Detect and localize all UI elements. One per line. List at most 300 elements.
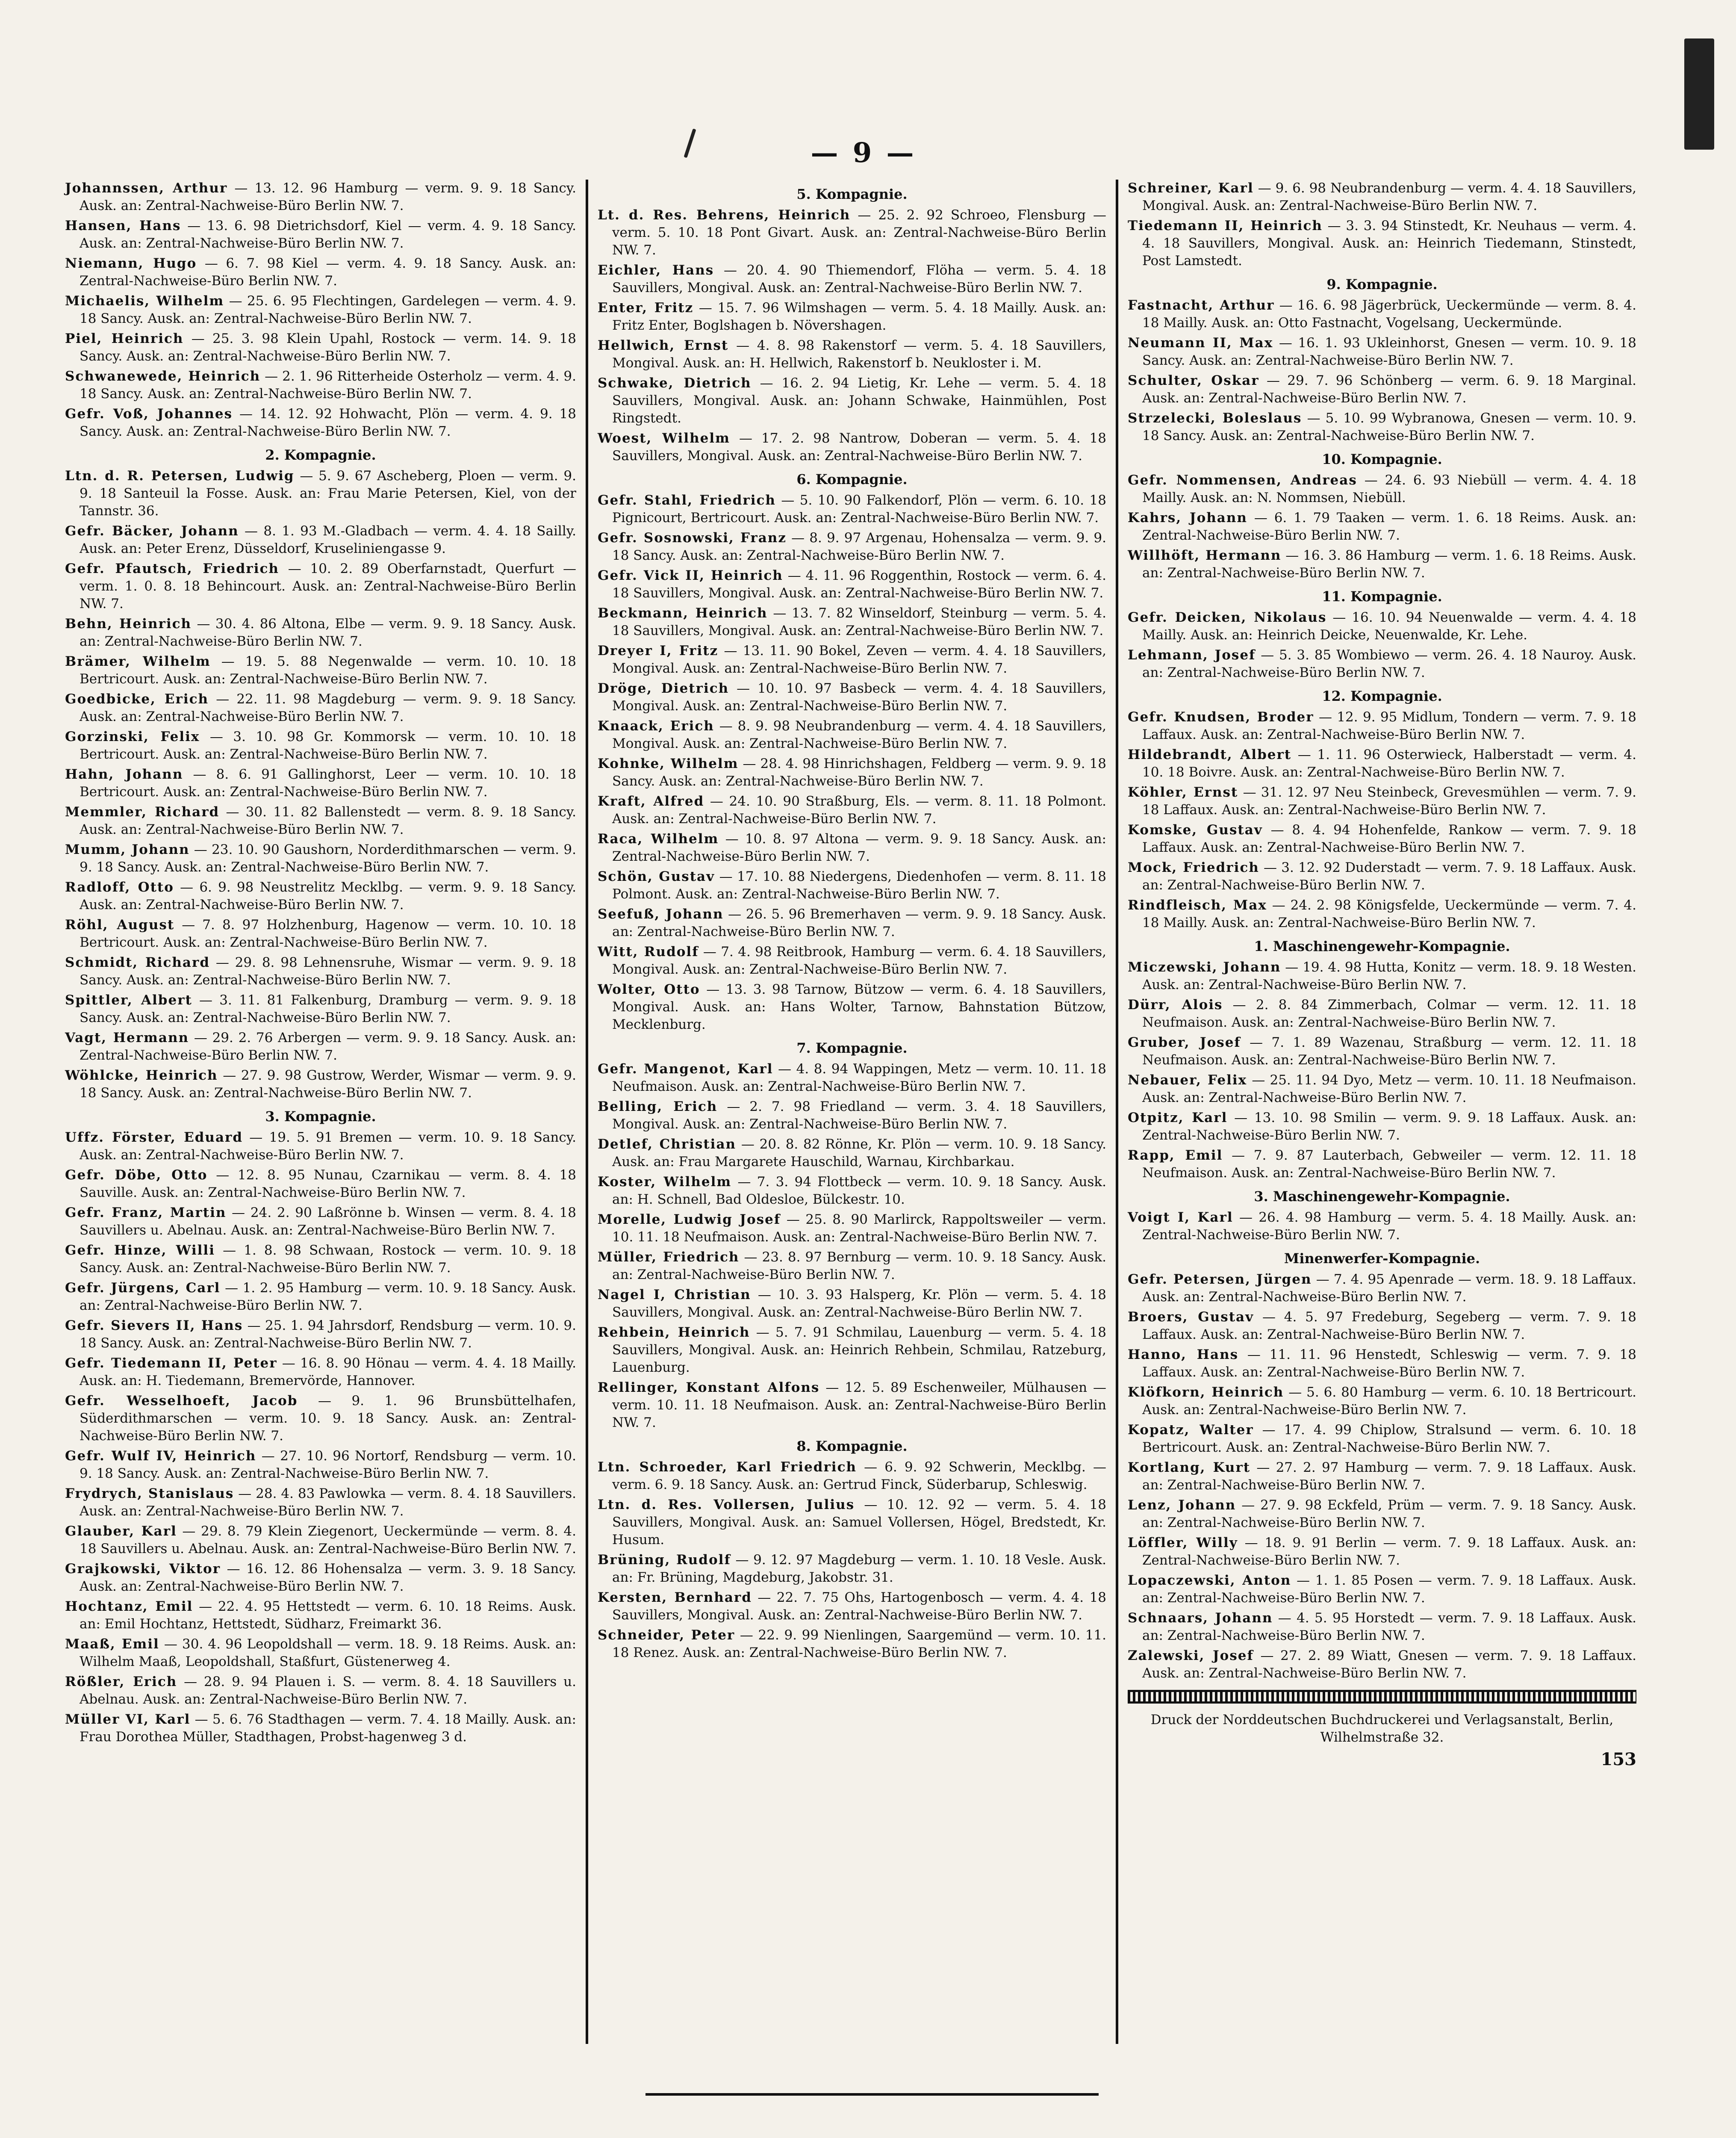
entry-details: — 10. 8. 97 Altona — verm. 9. 9. 18 Sancy. Ausk. an: Zentral-Nachweise-Büro Berlin NW. 7. bbox=[612, 831, 1106, 864]
casualty-entry bbox=[65, 954, 576, 989]
entry-details: — 23. 10. 90 Gaushorn, Norderdithmarschen — verm. 9. 9. 18 Sancy. Ausk. an: Zentral-Nachweise-Büro Berlin NW. 7. bbox=[80, 842, 576, 875]
printer-imprint: Druck der Norddeutschen Buchdruckerei und Verlagsanstalt, Berlin, Wilhelmstraße 32. bbox=[1150, 1712, 1614, 1745]
columns bbox=[56, 180, 1680, 2044]
entry-name: Goedbicke, Erich bbox=[65, 691, 209, 707]
entry-name: Broers, Gustav bbox=[1128, 1309, 1254, 1325]
casualty-entry bbox=[598, 680, 1106, 715]
scan-speck bbox=[684, 128, 696, 158]
section-title: 11. Kompagnie. bbox=[1322, 588, 1442, 605]
casualty-entry bbox=[65, 1279, 576, 1314]
entry-name: Strzelecki, Boleslaus bbox=[1128, 410, 1302, 426]
casualty-entry bbox=[65, 330, 576, 365]
section-title: 3. Maschinengewehr-Kompagnie. bbox=[1254, 1188, 1510, 1205]
entry-name: Schwake, Dietrich bbox=[598, 375, 752, 391]
entry-name: Piel, Heinrich bbox=[65, 331, 184, 346]
entry-name: Lt. d. Res. Behrens, Heinrich bbox=[598, 207, 851, 223]
casualty-entry bbox=[65, 1392, 576, 1445]
entry-name: Niemann, Hugo bbox=[65, 256, 197, 271]
entry-name: Enter, Fritz bbox=[598, 300, 694, 316]
entry-name: Grajkowski, Viktor bbox=[65, 1561, 221, 1577]
entry-details: — 17. 2. 98 Nantrow, Doberan — verm. 5. 4. 18 Sauvillers, Mongival. Ausk. an: Zentral-Nachweise-Büro Berlin NW. 7. bbox=[612, 431, 1106, 464]
casualty-entry bbox=[65, 1711, 576, 1746]
entry-details: — 5. 6. 80 Hamburg — verm. 6. 10. 18 Bertricourt. Ausk. an: Zentral-Nachweise-Büro Berlin NW. 7. bbox=[1142, 1385, 1636, 1417]
casualty-entry bbox=[65, 803, 576, 839]
entry-details: — 25. 11. 94 Dyo, Metz — verm. 10. 11. 18 Neufmaison. Ausk. an: Zentral-Nachweise-Büro Berlin NW. 7. bbox=[1142, 1072, 1636, 1105]
entry-name: Spittler, Albert bbox=[65, 992, 192, 1008]
entry-details: — 2. 7. 98 Friedland — verm. 3. 4. 18 Sauvillers, Mongival. Ausk. an: Zentral-Nachweise-Büro Berlin NW. 7. bbox=[612, 1099, 1106, 1132]
casualty-entry bbox=[1128, 859, 1636, 894]
entry-name: Raca, Wilhelm bbox=[598, 831, 719, 847]
casualty-entry bbox=[65, 255, 576, 290]
entry-name: Rindfleisch, Max bbox=[1128, 898, 1267, 913]
entry-name: Lenz, Johann bbox=[1128, 1497, 1236, 1513]
entry-details: — 10. 10. 97 Basbeck — verm. 4. 4. 18 Sauvillers, Mongival. Ausk. an: Zentral-Nachweise-Büro Berlin NW. 7. bbox=[612, 681, 1106, 714]
entry-name: Wöhlcke, Heinrich bbox=[65, 1068, 218, 1083]
entry-details: — 22. 4. 95 Hettstedt — verm. 6. 10. 18 Reims. Ausk. an: Emil Hochtanz, Hettstedt, Südharz, Freimarkt 36. bbox=[80, 1599, 577, 1632]
entry-details: — 1. 1. 85 Posen — verm. 7. 9. 18 Laffaux. Ausk. an: Zentral-Nachweise-Büro Berlin NW. 7. bbox=[1142, 1573, 1636, 1606]
casualty-entry bbox=[1128, 297, 1636, 332]
entry-name: Ltn. d. R. Petersen, Ludwig bbox=[65, 468, 295, 484]
entry-name: Rapp, Emil bbox=[1128, 1148, 1223, 1163]
casualty-entry bbox=[1128, 609, 1636, 644]
entry-details: — 29. 8. 98 Lehnensruhe, Wismar — verm. 9. 9. 18 Sancy. Ausk. an: Zentral-Nachweise-Büro Berlin NW. 7. bbox=[80, 955, 576, 988]
entry-details: — 7. 3. 94 Flottbeck — verm. 10. 9. 18 Sancy. Ausk. an: H. Schnell, Bad Oldesloe, Bülckestr. 10. bbox=[612, 1174, 1107, 1207]
entry-name: Gefr. Wesselhoeft, Jacob bbox=[65, 1393, 298, 1409]
casualty-entry bbox=[1128, 1271, 1636, 1306]
entry-details: — 3. 10. 98 Gr. Kommorsk — verm. 10. 10. 18 Bertricourt. Ausk. an: Zentral-Nachweise-Büro Berlin NW. 7. bbox=[80, 729, 576, 762]
entry-name: Gefr. Deicken, Nikolaus bbox=[1128, 610, 1327, 625]
entry-name: Vagt, Hermann bbox=[65, 1030, 189, 1045]
entry-details: — 13. 7. 82 Winseldorf, Steinburg — verm. 5. 4. 18 Sauvillers, Mongival. Ausk. an: Zentral-Nachweise-Büro Berlin NW. 7. bbox=[612, 605, 1106, 638]
entry-details: — 5. 3. 85 Wombiewo — verm. 26. 4. 18 Nauroy. Ausk. an: Zentral-Nachweise-Büro Berlin NW. 7. bbox=[1142, 647, 1637, 680]
entry-details: — 22. 7. 75 Ohs, Hartogenbosch — verm. 4. 4. 18 Sauvillers, Mongival. Ausk. an: Zentral-Nachweise-Büro Berlin NW. 7. bbox=[612, 1590, 1107, 1623]
entry-details: — 10. 3. 93 Halsperg, Kr. Plön — verm. 5. 4. 18 Sauvillers, Mongival. Ausk. an: Zentral-Nachweise-Büro Berlin NW. 7. bbox=[612, 1287, 1106, 1320]
section-title: 12. Kompagnie. bbox=[1322, 688, 1442, 704]
entry-details: — 7. 4. 98 Reitbrook, Hamburg — verm. 6. 4. 18 Sauvillers, Mongival. Ausk. an: Zentral-Nachweise-Büro Berlin NW. 7. bbox=[612, 944, 1106, 977]
entry-details: — 6. 9. 98 Neustrelitz Mecklbg. — verm. 9. 9. 18 Sancy. Ausk. an: Zentral-Nachweise-Büro Berlin NW. 7. bbox=[80, 880, 576, 912]
casualty-entry bbox=[65, 1355, 576, 1390]
entry-name: Gefr. Bäcker, Johann bbox=[65, 523, 239, 539]
entry-name: Kohnke, Wilhelm bbox=[598, 756, 739, 771]
casualty-entry bbox=[65, 879, 576, 914]
entry-name: Schwanewede, Heinrich bbox=[65, 369, 261, 384]
entry-name: Schneider, Peter bbox=[598, 1627, 735, 1643]
entry-details: — 25. 2. 92 Schroeo, Flensburg — verm. 5. 10. 18 Pont Givart. Ausk. an: Zentral-Nachweise-Büro Berlin NW. 7. bbox=[612, 207, 1106, 258]
casualty-entry bbox=[1128, 1147, 1636, 1182]
entry-name: Gefr. Sosnowski, Franz bbox=[598, 530, 787, 546]
casualty-entry bbox=[598, 1627, 1106, 1662]
entry-name: Hildebrandt, Albert bbox=[1128, 747, 1292, 762]
entry-details: — 7. 8. 97 Holzhenburg, Hagenow — verm. 10. 10. 18 Bertricourt. Ausk. an: Zentral-Nachweise-Büro Berlin NW. 7. bbox=[80, 917, 576, 950]
entry-name: Komske, Gustav bbox=[1128, 822, 1263, 838]
entry-details: — 25. 1. 94 Jahrsdorf, Rendsburg — verm. 10. 9. 18 Sancy. Ausk. an: Zentral-Nachweise-Büro Berlin NW. 7. bbox=[80, 1318, 577, 1351]
entry-name: Frydrych, Stanislaus bbox=[65, 1486, 234, 1501]
entry-name: Kersten, Bernhard bbox=[598, 1590, 752, 1605]
entry-name: Mock, Friedrich bbox=[1128, 860, 1259, 875]
entry-details: — 27. 9. 98 Gustrow, Werder, Wismar — verm. 9. 9. 18 Sancy. Ausk. an: Zentral-Nachweise-Büro Berlin NW. 7. bbox=[80, 1068, 577, 1101]
entry-name: Müller, Friedrich bbox=[598, 1249, 740, 1265]
entry-details: — 4. 5. 97 Fredeburg, Segeberg — verm. 7. 9. 18 Laffaux. Ausk. an: Zentral-Nachweise-Büro Berlin NW. 7. bbox=[1142, 1309, 1636, 1342]
entry-name: Gorzinski, Felix bbox=[65, 729, 200, 744]
casualty-entry bbox=[65, 615, 576, 650]
entry-details: — 8. 9. 97 Argenau, Hohensalza — verm. 9. 9. 18 Sancy. Ausk. an: Zentral-Nachweise-Büro Berlin NW. 7. bbox=[612, 530, 1107, 563]
casualty-entry bbox=[598, 1211, 1106, 1246]
casualty-entry bbox=[1128, 410, 1636, 445]
casualty-entry bbox=[598, 262, 1106, 297]
casualty-entry bbox=[65, 560, 576, 613]
entry-name: Gefr. Mangenot, Karl bbox=[598, 1061, 773, 1077]
entry-name: Detlef, Christian bbox=[598, 1137, 737, 1152]
casualty-entry bbox=[1128, 1308, 1636, 1344]
entry-details: — 13. 12. 96 Hamburg — verm. 9. 9. 18 Sancy. Ausk. an: Zentral-Nachweise-Büro Berlin NW. 7. bbox=[80, 180, 576, 213]
section-title: 1. Maschinengewehr-Kompagnie. bbox=[1254, 938, 1510, 954]
entry-details: — 8. 4. 94 Hohenfelde, Rankow — verm. 7. 9. 18 Laffaux. Ausk. an: Zentral-Nachweise-Büro Berlin NW. 7. bbox=[1142, 822, 1636, 855]
entry-details: — 27. 9. 98 Eckfeld, Prüm — verm. 7. 9. 18 Sancy. Ausk. an: Zentral-Nachweise-Büro Berlin NW. 7. bbox=[1142, 1497, 1637, 1530]
entry-name: Miczewski, Johann bbox=[1128, 960, 1281, 975]
entry-details: — 25. 3. 98 Klein Upahl, Rostock — verm. 14. 9. 18 Sancy. Ausk. an: Zentral-Nachweise-Büro Berlin NW. 7. bbox=[80, 331, 576, 364]
entry-name: Ltn. Schroeder, Karl Friedrich bbox=[598, 1459, 857, 1475]
entry-details: — 3. 3. 94 Stinstedt, Kr. Neuhaus — verm. 4. 4. 18 Sauvillers, Mongival. Ausk. an: Heinrich Tiedemann, Stinstedt, Post Lamstedt. bbox=[1142, 218, 1636, 269]
casualty-entry bbox=[1128, 996, 1636, 1031]
column-middle bbox=[586, 180, 1116, 2044]
section-title: 6. Kompagnie. bbox=[796, 471, 908, 487]
casualty-entry bbox=[1128, 1421, 1636, 1456]
casualty-entry bbox=[598, 1286, 1106, 1321]
casualty-entry bbox=[1128, 372, 1636, 407]
entry-details: — 5. 7. 91 Schmilau, Lauenburg — verm. 5. 4. 18 Sauvillers, Mongival. Ausk. an: Heinrich Rehbein, Schmilau, Ratzeburg, Lauenburg. bbox=[612, 1325, 1106, 1375]
entry-details: — 4. 5. 95 Horstedt — verm. 7. 9. 18 Laffaux. Ausk. an: Zentral-Nachweise-Büro Berlin NW. 7. bbox=[1142, 1610, 1636, 1643]
entry-details: — 24. 6. 93 Niebüll — verm. 4. 4. 18 Mailly. Ausk. an: N. Nommsen, Niebüll. bbox=[1142, 472, 1636, 505]
entry-name: Nagel I, Christian bbox=[598, 1287, 751, 1302]
entry-details: — 6. 9. 92 Schwerin, Mecklbg. — verm. 6. 9. 18 Sancy. Ausk. an: Gertrud Finck, Süderbarup, Schleswig. bbox=[612, 1459, 1106, 1492]
entry-details: — 30. 4. 86 Altona, Elbe — verm. 9. 9. 18 Sancy. Ausk. an: Zentral-Nachweise-Büro Berlin NW. 7. bbox=[80, 616, 576, 649]
entry-name: Otpitz, Karl bbox=[1128, 1110, 1228, 1125]
entry-details: — 27. 2. 97 Hamburg — verm. 7. 9. 18 Laffaux. Ausk. an: Zentral-Nachweise-Büro Berlin NW. 7. bbox=[1142, 1460, 1636, 1493]
column-right bbox=[1116, 180, 1646, 2044]
entry-name: Gruber, Josef bbox=[1128, 1035, 1241, 1050]
entry-name: Schmidt, Richard bbox=[65, 955, 210, 970]
entry-details: — 24. 10. 90 Straßburg, Els. — verm. 8. 11. 18 Polmont. Ausk. an: Zentral-Nachweise-Büro Berlin NW. 7. bbox=[612, 794, 1107, 827]
entry-name: Kraft, Alfred bbox=[598, 794, 704, 809]
entry-details: — 3. 12. 92 Duderstadt — verm. 7. 9. 18 Laffaux. Ausk. an: Zentral-Nachweise-Büro Berlin NW. 7. bbox=[1142, 860, 1636, 893]
entry-details: — 22. 11. 98 Magdeburg — verm. 9. 9. 18 Sancy. Ausk. an: Zentral-Nachweise-Büro Berlin NW. 7. bbox=[80, 691, 576, 724]
entry-details: — 31. 12. 97 Neu Steinbeck, Grevesmühlen — verm. 7. 9. 18 Laffaux. Ausk. an: Zentral-Nachweise-Büro Berlin NW. 7. bbox=[1142, 785, 1636, 818]
entry-name: Tiedemann II, Heinrich bbox=[1128, 218, 1323, 233]
section-title: 9. Kompagnie. bbox=[1326, 276, 1438, 292]
casualty-entry bbox=[65, 292, 576, 328]
entry-name: Morelle, Ludwig Josef bbox=[598, 1212, 781, 1227]
entry-details: — 16. 12. 86 Hohensalza — verm. 3. 9. 18 Sancy. Ausk. an: Zentral-Nachweise-Büro Berlin NW. 7. bbox=[80, 1561, 576, 1594]
casualty-entry bbox=[65, 916, 576, 951]
section-title: Minenwerfer-Kompagnie. bbox=[1284, 1250, 1480, 1267]
entry-details: — 1. 8. 98 Schwaan, Rostock — verm. 10. 9. 18 Sancy. Ausk. an: Zentral-Nachweise-Büro Berlin NW. 7. bbox=[80, 1243, 576, 1276]
entry-name: Schulter, Oskar bbox=[1128, 373, 1259, 388]
entry-name: Lopaczewski, Anton bbox=[1128, 1573, 1291, 1588]
entry-name: Eichler, Hans bbox=[598, 263, 714, 278]
entry-name: Fastnacht, Arthur bbox=[1128, 298, 1275, 313]
entry-name: Voigt I, Karl bbox=[1128, 1210, 1233, 1225]
entry-name: Gefr. Nommensen, Andreas bbox=[1128, 472, 1357, 488]
casualty-entry bbox=[598, 1324, 1106, 1376]
casualty-entry bbox=[1128, 1459, 1636, 1494]
casualty-entry bbox=[598, 1060, 1106, 1096]
entry-details: — 12. 8. 95 Nunau, Czarnikau — verm. 8. 4. 18 Sauville. Ausk. an: Zentral-Nachweise-Büro Berlin NW. 7. bbox=[80, 1167, 576, 1200]
entry-details: — 8. 9. 98 Neubrandenburg — verm. 4. 4. 18 Sauvillers, Mongival. Ausk. an: Zentral-Nachweise-Büro Berlin NW. 7. bbox=[612, 718, 1107, 751]
entry-details: — 7. 1. 89 Wazenau, Straßburg — verm. 12. 11. 18 Neufmaison. Ausk. an: Zentral-Nachweise-Büro Berlin NW. 7. bbox=[1142, 1035, 1636, 1068]
casualty-entry bbox=[1128, 959, 1636, 994]
casualty-entry bbox=[65, 1636, 576, 1671]
entry-name: Dreyer I, Fritz bbox=[598, 643, 719, 659]
page-number: — 9 — bbox=[811, 137, 917, 169]
entry-details: — 16. 6. 98 Jägerbrück, Ueckermünde — verm. 8. 4. 18 Mailly. Ausk. an: Otto Fastnacht, Vogelsang, Ueckermünde. bbox=[1142, 298, 1636, 331]
casualty-entry bbox=[598, 943, 1106, 978]
entry-name: Rehbein, Heinrich bbox=[598, 1325, 750, 1340]
entry-name: Uffz. Förster, Eduard bbox=[65, 1130, 243, 1145]
casualty-entry bbox=[65, 1317, 576, 1352]
entry-name: Wolter, Otto bbox=[598, 982, 700, 997]
casualty-entry bbox=[65, 1523, 576, 1558]
entry-name: Michaelis, Wilhelm bbox=[65, 293, 224, 309]
entry-name: Gefr. Vick II, Heinrich bbox=[598, 568, 783, 583]
signature-number: 153 bbox=[1600, 1749, 1636, 1769]
entry-name: Gefr. Döbe, Otto bbox=[65, 1167, 208, 1183]
casualty-entry bbox=[1128, 784, 1636, 819]
casualty-entry bbox=[65, 1560, 576, 1595]
entry-details: — 25. 8. 90 Marlirck, Rappoltsweiler — verm. 10. 11. 18 Neufmaison. Ausk. an: Zentral-Nachweise-Büro Berlin NW. 7. bbox=[612, 1212, 1106, 1245]
casualty-entry bbox=[1128, 1109, 1636, 1144]
entry-name: Koster, Wilhelm bbox=[598, 1174, 732, 1190]
casualty-entry bbox=[1128, 647, 1636, 682]
ornamental-rule bbox=[1128, 1690, 1636, 1704]
entry-details: — 5. 6. 76 Stadthagen — verm. 7. 4. 18 Mailly. Ausk. an: Frau Dorothea Müller, Stadthagen, Probst-hagenweg 3 d. bbox=[80, 1712, 577, 1745]
casualty-entry bbox=[65, 1204, 576, 1239]
entry-name: Woest, Wilhelm bbox=[598, 431, 730, 446]
casualty-entry bbox=[65, 1673, 576, 1708]
entry-details: — 16. 2. 94 Lietig, Kr. Lehe — verm. 5. 4. 18 Sauvillers, Mongival. Ausk. an: Johann Schwake, Hainmühlen, Post Ringstedt. bbox=[612, 375, 1106, 426]
casualty-entry bbox=[598, 1098, 1106, 1133]
casualty-entry bbox=[1128, 709, 1636, 744]
entry-details: — 8. 6. 91 Gallinghorst, Leer — verm. 10. 10. 18 Bertricourt. Ausk. an: Zentral-Nachweise-Büro Berlin NW. 7. bbox=[80, 767, 576, 800]
entry-details: — 9. 1. 96 Brunsbüttelhafen, Süderdithmarschen — verm. 10. 9. 18 Sancy. Ausk. an: Zentral-Nachweise-Büro Berlin NW. 7. bbox=[80, 1393, 577, 1444]
entry-details: — 17. 10. 88 Niedergens, Diedenhofen — verm. 8. 11. 18 Polmont. Ausk. an: Zentral-Nachweise-Büro Berlin NW. 7. bbox=[612, 869, 1106, 902]
entry-details: — 16. 8. 90 Hönau — verm. 4. 4. 18 Mailly. Ausk. an: H. Tiedemann, Bremervörde, Hannover. bbox=[80, 1355, 576, 1388]
casualty-entry bbox=[1128, 1647, 1636, 1682]
entry-details: — 11. 11. 96 Henstedt, Schleswig — verm. 7. 9. 18 Laffaux. Ausk. an: Zentral-Nachweise-Büro Berlin NW. 7. bbox=[1142, 1347, 1636, 1380]
entry-name: Nebauer, Felix bbox=[1128, 1072, 1247, 1088]
casualty-entry bbox=[1128, 509, 1636, 544]
casualty-entry bbox=[598, 567, 1106, 602]
entry-details: — 4. 11. 96 Roggenthin, Rostock — verm. 6. 4. 18 Sauvillers, Mongival. Ausk. an: Zentral-Nachweise-Büro Berlin NW. 7. bbox=[612, 568, 1106, 601]
casualty-entry bbox=[65, 467, 576, 520]
casualty-entry bbox=[598, 430, 1106, 465]
entry-name: Gefr. Stahl, Friedrich bbox=[598, 493, 776, 508]
entry-details: — 12. 9. 95 Midlum, Tondern — verm. 7. 9. 18 Laffaux. Ausk. an: Zentral-Nachweise-Büro Berlin NW. 7. bbox=[1142, 709, 1636, 742]
entry-details: — 16. 1. 93 Ukleinhorst, Gnesen — verm. 10. 9. 18 Sancy. Ausk. an: Zentral-Nachweise-Büro Berlin NW. 7. bbox=[1142, 335, 1636, 368]
entry-name: Schnaars, Johann bbox=[1128, 1610, 1273, 1626]
entry-name: Hellwich, Ernst bbox=[598, 338, 729, 353]
scan-edge-mark bbox=[1684, 38, 1714, 150]
entry-details: — 1. 11. 96 Osterwieck, Halberstadt — verm. 4. 10. 18 Boivre. Ausk. an: Zentral-Nachweise-Büro Berlin NW. 7. bbox=[1142, 747, 1636, 780]
casualty-entry bbox=[1128, 547, 1636, 582]
entry-name: Hanno, Hans bbox=[1128, 1347, 1239, 1362]
casualty-entry bbox=[598, 492, 1106, 527]
casualty-entry bbox=[598, 755, 1106, 790]
entry-name: Gefr. Sievers II, Hans bbox=[65, 1318, 243, 1333]
entry-details: — 6. 1. 79 Taaken — verm. 1. 6. 18 Reims. Ausk. an: Zentral-Nachweise-Büro Berlin NW. 7. bbox=[1142, 510, 1636, 543]
casualty-entry bbox=[65, 766, 576, 801]
entry-name: Klöfkorn, Heinrich bbox=[1128, 1385, 1284, 1400]
casualty-entry bbox=[65, 1598, 576, 1633]
entry-details: — 10. 2. 89 Oberfarnstadt, Querfurt — verm. 1. 0. 8. 18 Behincourt. Ausk. an: Zentral-Nachweise-Büro Berlin NW. 7. bbox=[80, 561, 576, 611]
entry-details: — 17. 4. 99 Chiplow, Stralsund — verm. 6. 10. 18 Bertricourt. Ausk. an: Zentral-Nachweise-Büro Berlin NW. 7. bbox=[1142, 1422, 1636, 1455]
entry-name: Müller VI, Karl bbox=[65, 1712, 191, 1727]
entry-details: — 7. 4. 95 Apenrade — verm. 18. 9. 18 Laffaux. Ausk. an: Zentral-Nachweise-Büro Berlin NW. 7. bbox=[1142, 1272, 1636, 1305]
entry-details: — 3. 11. 81 Falkenburg, Dramburg — verm. 9. 9. 18 Sancy. Ausk. an: Zentral-Nachweise-Büro Berlin NW. 7. bbox=[80, 992, 576, 1025]
entry-details: — 5. 10. 90 Falkendorf, Plön — verm. 6. 10. 18 Pignicourt, Bertricourt. Ausk. an: Zentral-Nachweise-Büro Berlin NW. 7. bbox=[612, 493, 1106, 526]
casualty-entry bbox=[598, 718, 1106, 753]
entry-details: — 9. 6. 98 Neubrandenburg — verm. 4. 4. 18 Sauvillers, Mongival. Ausk. an: Zentral-Nachweise-Büro Berlin NW. 7. bbox=[1142, 180, 1636, 213]
entry-name: Brämer, Wilhelm bbox=[65, 654, 211, 669]
entry-details: — 20. 4. 90 Thiemendorf, Flöha — verm. 5. 4. 18 Sauvillers, Mongival. Ausk. an: Zentral-Nachweise-Büro Berlin NW. 7. bbox=[612, 263, 1106, 295]
entry-details: — 2. 8. 84 Zimmerbach, Colmar — verm. 12. 11. 18 Neufmaison. Ausk. an: Zentral-Nachweise-Büro Berlin NW. 7. bbox=[1142, 997, 1636, 1030]
entry-details: — 19. 5. 91 Bremen — verm. 10. 9. 18 Sancy. Ausk. an: Zentral-Nachweise-Büro Berlin NW. 7. bbox=[80, 1130, 577, 1163]
entry-name: Löffler, Willy bbox=[1128, 1535, 1238, 1550]
entry-name: Beckmann, Heinrich bbox=[598, 605, 768, 621]
bottom-rule bbox=[645, 2093, 1099, 2096]
entry-details: — 2. 1. 96 Ritterheide Osterholz — verm. 4. 9. 18 Sancy. Ausk. an: Zentral-Nachweise-Büro Berlin NW. 7. bbox=[80, 369, 576, 402]
entry-name: Gefr. Petersen, Jürgen bbox=[1128, 1272, 1312, 1287]
entry-details: — 16. 10. 94 Neuenwalde — verm. 4. 4. 18 Mailly. Ausk. an: Heinrich Deicke, Neuenwalde, Kr. Lehe. bbox=[1142, 610, 1637, 643]
casualty-entry bbox=[1128, 821, 1636, 856]
entry-name: Zalewski, Josef bbox=[1128, 1648, 1254, 1663]
entry-name: Neumann II, Max bbox=[1128, 335, 1273, 351]
casualty-entry bbox=[598, 1173, 1106, 1208]
entry-details: — 26. 5. 96 Bremerhaven — verm. 9. 9. 18 Sancy. Ausk. an: Zentral-Nachweise-Büro Berlin NW. 7. bbox=[612, 907, 1107, 939]
casualty-entry bbox=[65, 217, 576, 252]
casualty-entry bbox=[65, 653, 576, 688]
section-title: 2. Kompagnie. bbox=[265, 447, 376, 463]
entry-name: Witt, Rudolf bbox=[598, 944, 699, 960]
entry-details: — 13. 3. 98 Tarnow, Bützow — verm. 6. 4. 18 Sauvillers, Mongival. Ausk. an: Hans Wolter, Tarnow, Bahnstation Bützow, Mecklenburg. bbox=[612, 982, 1107, 1032]
section-title: 10. Kompagnie. bbox=[1322, 451, 1442, 467]
entry-details: — 29. 8. 79 Klein Ziegenort, Ueckermünde — verm. 8. 4. 18 Sauvillers u. Abelnau. Ausk. an: Zentral-Nachweise-Büro Berlin NW. 7. bbox=[80, 1524, 577, 1556]
casualty-entry bbox=[598, 1379, 1106, 1432]
entry-name: Gefr. Wulf IV, Heinrich bbox=[65, 1448, 256, 1464]
casualty-entry bbox=[1128, 1609, 1636, 1645]
casualty-entry bbox=[598, 605, 1106, 640]
entry-name: Belling, Erich bbox=[598, 1099, 718, 1114]
entry-name: Dröge, Dietrich bbox=[598, 681, 729, 696]
casualty-entry bbox=[65, 1067, 576, 1102]
casualty-entry bbox=[598, 1551, 1106, 1586]
casualty-entry bbox=[598, 207, 1106, 259]
casualty-entry bbox=[598, 1136, 1106, 1171]
entry-details: — 30. 11. 82 Ballenstedt — verm. 8. 9. 18 Sancy. Ausk. an: Zentral-Nachweise-Büro Berlin NW. 7. bbox=[80, 804, 577, 837]
entry-name: Schön, Gustav bbox=[598, 869, 715, 884]
casualty-entry bbox=[65, 1242, 576, 1277]
entry-details: — 13. 6. 98 Dietrichsdorf, Kiel — verm. 4. 9. 18 Sancy. Ausk. an: Zentral-Nachweise-Büro Berlin NW. 7. bbox=[80, 218, 576, 251]
entry-details: — 1. 2. 95 Hamburg — verm. 10. 9. 18 Sancy. Ausk. an: Zentral-Nachweise-Büro Berlin NW. 7. bbox=[80, 1280, 576, 1313]
casualty-entry bbox=[1128, 1072, 1636, 1107]
casualty-entry bbox=[598, 529, 1106, 564]
entry-name: Rößler, Erich bbox=[65, 1674, 177, 1689]
entry-name: Schreiner, Karl bbox=[1128, 180, 1254, 196]
section-title: 3. Kompagnie. bbox=[265, 1108, 376, 1125]
section-title: 8. Kompagnie. bbox=[796, 1438, 908, 1454]
casualty-entry bbox=[65, 691, 576, 726]
entry-name: Lehmann, Josef bbox=[1128, 647, 1256, 663]
casualty-entry bbox=[65, 405, 576, 440]
entry-name: Memmler, Richard bbox=[65, 804, 220, 820]
entry-details: — 5. 9. 67 Ascheberg, Ploen — verm. 9. 9. 18 Santeuil la Fosse. Ausk. an: Frau Marie Petersen, Kiel, von der Tannstr. 36. bbox=[80, 468, 577, 519]
entry-name: Gefr. Knudsen, Broder bbox=[1128, 709, 1314, 725]
casualty-entry bbox=[1128, 1346, 1636, 1381]
entry-details: — 13. 10. 98 Smilin — verm. 9. 9. 18 Laffaux. Ausk. an: Zentral-Nachweise-Büro Berlin NW. 7. bbox=[1142, 1110, 1636, 1143]
casualty-entry bbox=[598, 906, 1106, 941]
casualty-entry bbox=[65, 1447, 576, 1482]
entry-details: — 22. 9. 99 Nienlingen, Saargemünd — verm. 10. 11. 18 Renez. Ausk. an: Zentral-Nachweise-Büro Berlin NW. 7. bbox=[612, 1627, 1106, 1660]
entry-name: Mumm, Johann bbox=[65, 842, 190, 857]
section-title: 5. Kompagnie. bbox=[796, 186, 908, 202]
entry-details: — 24. 2. 90 Laßrönne b. Winsen — verm. 8. 4. 18 Sauvillers u. Abelnau. Ausk. an: Zentral-Nachweise-Büro Berlin NW. 7. bbox=[80, 1205, 576, 1238]
entry-details: — 29. 2. 76 Arbergen — verm. 9. 9. 18 Sancy. Ausk. an: Zentral-Nachweise-Büro Berlin NW. 7. bbox=[80, 1030, 577, 1063]
casualty-entry bbox=[1128, 217, 1636, 270]
entry-details: — 28. 4. 83 Pawlowka — verm. 8. 4. 18 Sauvillers. Ausk. an: Zentral-Nachweise-Büro Berlin NW. 7. bbox=[80, 1486, 576, 1519]
casualty-entry bbox=[65, 523, 576, 558]
casualty-entry bbox=[598, 1459, 1106, 1494]
entry-details: — 5. 10. 99 Wybranowa, Gnesen — verm. 10. 9. 18 Sancy. Ausk. an: Zentral-Nachweise-Büro Berlin NW. 7. bbox=[1142, 410, 1636, 443]
casualty-entry bbox=[1128, 1534, 1636, 1569]
casualty-entry bbox=[1128, 1209, 1636, 1244]
entry-details: — 8. 1. 93 M.-Gladbach — verm. 4. 4. 18 Sailly. Ausk. an: Peter Erenz, Düsseldorf, Kruseliniengasse 9. bbox=[80, 523, 576, 556]
casualty-entry bbox=[1128, 1497, 1636, 1532]
casualty-entry bbox=[65, 1166, 576, 1202]
casualty-entry bbox=[1128, 1034, 1636, 1069]
casualty-entry bbox=[598, 299, 1106, 334]
casualty-entry bbox=[598, 642, 1106, 677]
entry-name: Johannssen, Arthur bbox=[65, 180, 228, 196]
entry-name: Kopatz, Walter bbox=[1128, 1422, 1254, 1438]
entry-name: Rellinger, Konstant Alfons bbox=[598, 1380, 820, 1395]
casualty-entry bbox=[65, 841, 576, 876]
casualty-entry bbox=[65, 728, 576, 763]
entry-name: Gefr. Franz, Martin bbox=[65, 1205, 227, 1220]
casualty-entry bbox=[65, 1485, 576, 1520]
entry-details: — 18. 9. 91 Berlin — verm. 7. 9. 18 Laffaux. Ausk. an: Zentral-Nachweise-Büro Berlin NW. 7. bbox=[1142, 1535, 1636, 1568]
entry-name: Hahn, Johann bbox=[65, 767, 183, 782]
casualty-entry bbox=[598, 868, 1106, 903]
entry-name: Glauber, Karl bbox=[65, 1524, 177, 1539]
casualty-entry bbox=[1128, 180, 1636, 215]
casualty-entry bbox=[598, 375, 1106, 427]
column-right-body bbox=[1128, 180, 1636, 1682]
entry-details: — 20. 8. 82 Rönne, Kr. Plön — verm. 10. 9. 18 Sancy. Ausk. an: Frau Margarete Hauschild, Warnau, Kirchbarkau. bbox=[612, 1137, 1106, 1169]
casualty-entry bbox=[1128, 1384, 1636, 1419]
casualty-entry bbox=[65, 1029, 576, 1064]
entry-details: — 15. 7. 96 Wilmshagen — verm. 5. 4. 18 Mailly. Ausk. an: Fritz Enter, Boglshagen b. Növershagen. bbox=[612, 300, 1106, 333]
entry-name: Maaß, Emil bbox=[65, 1636, 159, 1652]
entry-details: — 23. 8. 97 Bernburg — verm. 10. 9. 18 Sancy. Ausk. an: Zentral-Nachweise-Büro Berlin NW. 7. bbox=[612, 1249, 1106, 1282]
entry-name: Gefr. Tiedemann II, Peter bbox=[65, 1355, 277, 1371]
casualty-entry bbox=[65, 180, 576, 215]
entry-details: — 25. 6. 95 Flechtingen, Gardelegen — verm. 4. 9. 18 Sancy. Ausk. an: Zentral-Nachweise-Büro Berlin NW. 7. bbox=[80, 293, 576, 326]
entry-name: Hansen, Hans bbox=[65, 218, 181, 233]
entry-name: Gefr. Voß, Johannes bbox=[65, 406, 233, 422]
entry-name: Behn, Heinrich bbox=[65, 616, 192, 632]
casualty-entry bbox=[1128, 746, 1636, 781]
entry-details: — 28. 4. 98 Hinrichshagen, Feldberg — verm. 9. 9. 18 Sancy. Ausk. an: Zentral-Nachweise-Büro Berlin NW. 7. bbox=[612, 756, 1106, 789]
entry-details: — 19. 5. 88 Negenwalde — verm. 10. 10. 18 Bertricourt. Ausk. an: Zentral-Nachweise-Büro Berlin NW. 7. bbox=[80, 654, 577, 687]
